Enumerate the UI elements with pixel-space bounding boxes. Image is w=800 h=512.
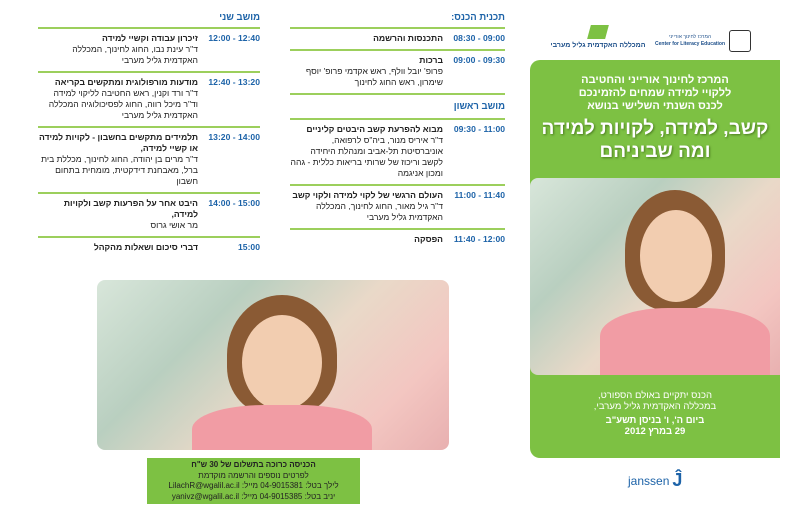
schedule-row bbox=[290, 49, 505, 93]
schedule-row bbox=[38, 27, 260, 71]
time-slot: 09:00 - 09:30 bbox=[453, 55, 505, 65]
talk-speaker: ד"ר עינת נבו, החוג לחינוך, המכללה האקדמית גליל מערבי bbox=[72, 44, 198, 65]
talk-title: מבוא להפרעת קשב היבטים קליניים bbox=[306, 124, 443, 134]
time-slot: 13:20 - 14:00 bbox=[208, 132, 260, 142]
janssen-logo: janssen Ĵ bbox=[628, 470, 683, 490]
invite-line: לכנס השנתי השלישי בנושא bbox=[587, 100, 723, 112]
session-1-title: מושב ראשון bbox=[453, 101, 505, 112]
session-2-title: מושב שני bbox=[219, 12, 260, 23]
invite-line: המרכז לחינוך אורייני והחטיבה bbox=[581, 74, 729, 86]
talk-speaker: פרופ' יובל וולף, ראש אקדמי פרופ' יוסף שימרון, ראש החוג לחינוך bbox=[305, 66, 443, 87]
schedule-row bbox=[38, 192, 260, 236]
session-2-column bbox=[38, 10, 260, 258]
details-text: לפרטים נוספים והרשמה מוקדמת bbox=[198, 470, 309, 480]
talk-title: תלמידים מתקשים בחשבון - לקויות למידה או קשיי למידה, bbox=[38, 132, 198, 153]
talk-title: דברי סיכום ושאלות מהקהל bbox=[93, 242, 198, 252]
invite-line: ללקויי למידה שמחים להזמינכם bbox=[578, 87, 732, 99]
talk-title: העולם הרגשי של לקוי למידה ולקוי קשב bbox=[292, 190, 443, 200]
talk-speaker: ד"ר ורד וקנין, ראש החטיבה לליקוי למידה וד"ר מיכל רווה, החוג לפסיכולוגיה המכללה האקדמית גליל מערבי bbox=[48, 88, 198, 120]
schedule-row bbox=[290, 27, 505, 49]
cover-panel bbox=[530, 60, 780, 458]
schedule-row bbox=[290, 184, 505, 228]
literacy-center-logo: המרכז לחינוך אורייני Center for Literacy Education bbox=[655, 30, 770, 52]
date-gregorian: 29 במרץ 2012 bbox=[624, 426, 686, 437]
venue-line: הכנס יתקיים באולם הספורט, bbox=[597, 390, 713, 401]
program-title: תכנית הכנס: bbox=[451, 12, 505, 23]
time-slot: 12:00 - 12:40 bbox=[208, 33, 260, 43]
contact-yaniv: יניב בטל: 04-9015385 מייל: yanivz@wgalil.ac.il bbox=[171, 491, 336, 501]
time-slot: 09:30 - 11:00 bbox=[453, 124, 505, 134]
talk-title: מודעות מורפולוגית ומתקשים בקריאה bbox=[54, 77, 198, 87]
fee-text: הכניסה כרוכה בתשלום של 30 ש"ח bbox=[191, 460, 316, 469]
headline: קשב, למידה, לקויות למידה ומה שביניהם bbox=[541, 118, 769, 162]
talk-title: היבט אחר על הפרעות קשב ולקויות למידה, bbox=[63, 198, 198, 219]
time-slot: 11:00 - 11:40 bbox=[454, 190, 505, 200]
time-slot: 15:00 bbox=[238, 242, 260, 252]
talk-speaker: ד"ר מרים בן יהודה, החוג לחינוך, מכללת בית ברל, מאבחנת דידקטית, מומחית בתחום חשבון bbox=[41, 154, 198, 186]
contact-lilach: לילך בטל: 04-9015381 מייל: LilachR@wgalil.ac.il bbox=[168, 481, 339, 490]
cover-photo bbox=[530, 178, 780, 375]
time-slot: 12:40 - 13:20 bbox=[208, 77, 260, 87]
schedule-row bbox=[38, 236, 260, 258]
talk-speaker: ד"ר גיל מאור, החוג לחינוך, המכללה האקדמית גליל מערבי bbox=[315, 201, 443, 222]
venue-line: במכללה האקדמית גליל מערבי, bbox=[593, 401, 717, 412]
talk-title: הפסקה bbox=[414, 234, 443, 244]
date-hebrew: ביום ה', ו' בניסן תשע"ב bbox=[605, 415, 705, 426]
registration-box bbox=[147, 458, 360, 504]
student-photo bbox=[97, 280, 449, 450]
talk-title: התכנסות והרשמה bbox=[373, 33, 443, 43]
schedule-row bbox=[38, 71, 260, 126]
schedule-row bbox=[290, 228, 505, 250]
talk-title: ברכות bbox=[419, 55, 443, 65]
program-column bbox=[290, 10, 505, 250]
time-slot: 08:30 - 09:00 bbox=[453, 33, 505, 43]
reading-child-icon bbox=[729, 30, 751, 52]
schedule-row bbox=[290, 118, 505, 184]
schedule-row bbox=[38, 126, 260, 192]
college-logo: המכללה האקדמית גליל מערבי bbox=[548, 25, 648, 49]
time-slot: 11:40 - 12:00 bbox=[453, 234, 505, 244]
talk-speaker: ד"ר איריס מנור, ביה"ס לרפואה, אוניברסיטת תל-אביב ומנהלת היחידה לקשב וריכוז של שרותי בריאות כללית - גהה ומכון אניגמה bbox=[290, 135, 443, 178]
talk-speaker: מר אושי גרוס bbox=[150, 220, 198, 230]
talk-title: זיכרון עבודה וקשיי למידה bbox=[101, 33, 198, 43]
time-slot: 14:00 - 15:00 bbox=[208, 198, 260, 208]
